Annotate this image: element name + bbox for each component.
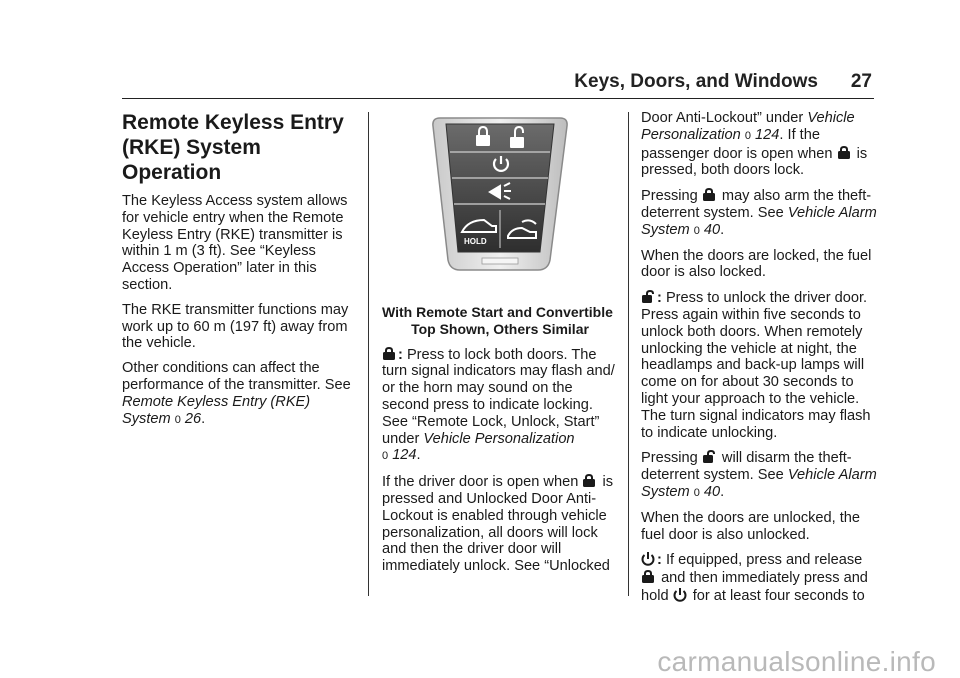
remote-start-icon [673, 587, 687, 602]
column-2 [382, 110, 618, 583]
lock-icon [641, 569, 655, 584]
lock-icon [582, 473, 596, 488]
text: . If the passenger door is open when [641, 126, 833, 162]
paragraph: Pressing may also arm the theft-deterrent system. See Vehicle Alarm System 0 40. [641, 188, 877, 238]
column-1 [122, 110, 357, 436]
text: for at least four seconds to [692, 587, 865, 604]
page-arrow-icon: 0 [174, 413, 181, 426]
paragraph: : Press to lock both doors. The turn signal indicators may flash and/ or the horn may sound on the second press to indicate locking. See “Remote Lock, Unlock, Start” under Vehicle Personalization 0 124. [382, 346, 615, 464]
column-3 [641, 110, 881, 613]
text: Press to lock both doors. The turn signal indicators may flash and/ or the horn may sound on the second press to indicate locking. See “Remote Lock, Unlock, Start” under [382, 346, 615, 447]
text: If equipped, press and release [665, 552, 863, 569]
text: Other conditions can affect the performance of the transmitter. See [122, 360, 351, 393]
paragraph [382, 473, 618, 575]
page-number: 27 [850, 71, 872, 92]
heading-line: Remote Keyless Entry [122, 111, 344, 134]
watermark: carmanualsonline.info [657, 646, 936, 677]
page-header [122, 62, 874, 99]
text: will disarm the theft-deterrent system. See [641, 450, 852, 484]
caption-line: With Remote Start and Convertible [382, 304, 613, 320]
cross-reference-link[interactable]: Vehicle Alarm System [641, 467, 877, 500]
page-arrow-icon: 0 [693, 486, 700, 499]
text: and then immediately press and hold [641, 570, 868, 604]
remote-start-icon [641, 551, 655, 566]
section-title: Keys, Doors, and Windows [574, 71, 818, 92]
column-divider [368, 112, 369, 596]
page-arrow-icon: 0 [693, 224, 700, 237]
unlock-icon [641, 289, 655, 304]
cross-reference-link[interactable]: Vehicle Personalization [423, 430, 575, 447]
heading-line: (RKE) System Operation [122, 136, 261, 184]
lock-icon [382, 346, 396, 361]
paragraph: When the doors are locked, the fuel door is also locked. [641, 247, 872, 281]
text: may also arm the theft-deterrent system. See [641, 188, 872, 221]
text: If the driver door is open when [382, 474, 579, 491]
text: is pressed, both doors lock. [641, 145, 868, 179]
paragraph: When the doors are unlocked, the fuel door is also unlocked. [641, 509, 861, 543]
reference-page[interactable]: 26 [184, 410, 202, 427]
caption-line: Top Shown, Others Similar [411, 320, 589, 337]
text: Press to unlock the driver door. Press again within five seconds to unlock both doors. When remotely unlocking the vehicle at night, the headlamps and back-up lamps will come on for about 30 seconds to light your approach to the vehicle. The turn signal indicators may flash to indicate unlocking. [641, 290, 871, 441]
figure-caption [382, 304, 618, 338]
reference-page[interactable]: 40 [703, 221, 721, 238]
page-arrow-icon: 0 [382, 450, 389, 463]
text: Pressing [641, 188, 698, 205]
section-heading [122, 110, 357, 185]
reference-page[interactable]: 124 [755, 126, 780, 143]
text: Door Anti-Lockout” under [641, 110, 804, 126]
column-divider [628, 112, 629, 596]
paragraph: : If equipped, press and release and then immediately press and hold for at least four seconds to [641, 552, 868, 604]
cross-reference-link[interactable]: Vehicle Alarm System [641, 204, 877, 238]
cross-reference-link[interactable]: Remote Keyless Entry (RKE) System [122, 393, 311, 427]
text: is pressed and Unlocked Door Anti-Lockout is enabled through vehicle personalization, all doors will lock and then the driver door will immediately unlock. See “Unlocked [382, 474, 613, 575]
paragraph: The Keyless Access system allows for vehicle entry when the Remote Keyless Entry (RKE) transmitter is within 1 m (3 ft). See “Keyless Access Operation” later in this section. [122, 193, 348, 293]
lock-icon [837, 145, 851, 160]
paragraph: : Press to unlock the driver door. Press again within five seconds to unlock both doors. When remotely unlocking the vehicle at night, the headlamps and back-up lamps will come on for about 30 seconds to light your approach to the vehicle. The turn signal indicators may flash to indicate unlocking. [641, 290, 871, 441]
unlock-icon [702, 449, 716, 464]
hold-label: HOLD [464, 237, 487, 246]
page-arrow-icon: 0 [744, 129, 751, 142]
cross-reference-link[interactable]: Vehicle Personalization [641, 110, 855, 143]
reference-page[interactable]: 40 [703, 483, 721, 500]
lock-icon [702, 187, 716, 202]
key-fob-illustration [382, 110, 618, 300]
paragraph: The RKE transmitter functions may work up to 60 m (197 ft) away from the vehicle. [122, 301, 349, 352]
text: Pressing [641, 450, 698, 467]
paragraph: Pressing will disarm the theft-deterrent system. See Vehicle Alarm System 0 40. [641, 450, 877, 500]
reference-page[interactable]: 124 [392, 447, 417, 464]
paragraph: Other conditions can affect the performance of the transmitter. See Remote Keyless Entry (RKE) System 0 26. [122, 360, 351, 427]
paragraph [641, 110, 881, 179]
